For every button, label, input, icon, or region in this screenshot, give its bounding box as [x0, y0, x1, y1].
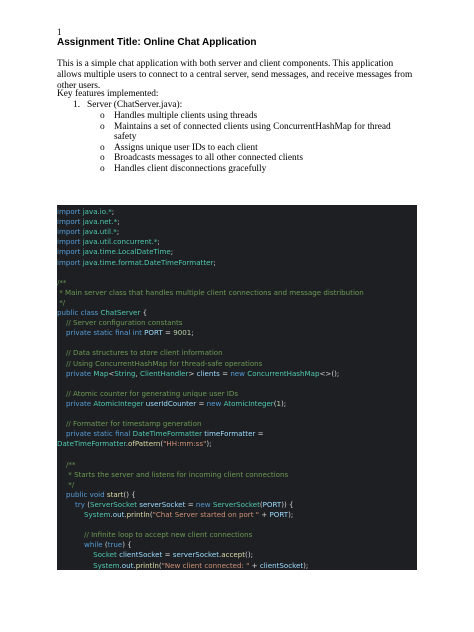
code-token: = — [255, 429, 264, 439]
code-token: import — [57, 247, 83, 257]
code-token: ( — [259, 499, 263, 509]
code-token: AtomicInteger — [223, 398, 274, 408]
code-token: println — [135, 560, 159, 570]
code-token: // Using ConcurrentHashMap for thread-safe operations — [57, 358, 263, 368]
code-token: Socket — [57, 550, 120, 560]
assignment-title: Assignment Title: Online Chat Application — [57, 37, 257, 48]
code-line — [57, 389, 238, 399]
code-token: ConcurrentHashMap — [247, 368, 320, 378]
code-line — [57, 540, 132, 550]
code-token: . — [218, 550, 222, 560]
code-token: ); — [288, 510, 294, 519]
code-line — [57, 419, 201, 429]
code-token: () { — [123, 489, 136, 499]
code-token: java.util.concurrent.* — [82, 237, 158, 247]
code-token: while — [57, 540, 105, 550]
code-token: public class — [57, 308, 101, 317]
code-token: ofPattern — [128, 439, 161, 449]
code-token: = — [185, 499, 196, 509]
code-token: ServerSocket — [212, 499, 260, 509]
feature-text: Handles client disconnections gracefully — [114, 163, 267, 174]
feature-bullet — [100, 143, 410, 154]
code-token: ); — [281, 398, 287, 408]
code-line — [57, 429, 264, 439]
code-token: ; — [213, 257, 216, 267]
code-token: "New client connected: " — [161, 560, 250, 570]
code-token: java.io.* — [82, 207, 112, 216]
code-line — [57, 298, 65, 308]
code-line — [57, 510, 293, 520]
code-token: Map — [93, 368, 109, 378]
code-token: java.net.* — [82, 217, 118, 227]
code-line — [57, 500, 294, 510]
code-token: java.time.LocalDateTime — [82, 247, 171, 257]
code-token: ) { — [122, 540, 132, 550]
code-token: . — [110, 510, 113, 519]
code-token: private static final — [57, 429, 133, 439]
bullet-marker: o — [100, 121, 105, 132]
code-token: private — [57, 398, 94, 408]
code-token: java.time.format.DateTimeFormatter — [82, 257, 214, 267]
code-token: . — [133, 560, 136, 570]
code-line — [57, 308, 147, 318]
code-token: DateTimeFormatter — [132, 429, 205, 439]
code-token: String — [114, 368, 136, 378]
code-token: ; — [191, 328, 194, 338]
code-token: <>(); — [319, 368, 340, 378]
code-line — [57, 278, 66, 288]
code-line — [57, 399, 286, 409]
code-token: true — [107, 540, 123, 550]
code-token: import — [57, 217, 83, 227]
code-token: ( — [87, 499, 90, 509]
code-token: java.util.* — [82, 227, 117, 237]
feature-text: Broadcasts messages to all other connected clients — [114, 153, 304, 164]
code-line — [57, 460, 76, 470]
server-list-item — [73, 100, 182, 110]
feature-text: Handles multiple clients using threads — [114, 111, 258, 121]
code-token: ; — [116, 227, 120, 237]
code-token: import — [57, 237, 83, 247]
code-line — [57, 490, 136, 500]
code-token: ServerSocket — [89, 499, 140, 509]
feature-bullet-list — [100, 111, 410, 175]
code-token: accept — [221, 550, 246, 560]
feature-text: Maintains a set of connected clients using ConcurrentHashMap for thread safety — [114, 121, 391, 143]
code-token: ( — [104, 540, 108, 550]
code-token: try — [57, 499, 88, 509]
code-token: // Server configuration constants — [57, 318, 183, 328]
code-token: + — [259, 510, 270, 519]
code-token: ; — [170, 247, 174, 257]
code-token: userIdCounter — [145, 398, 197, 408]
code-token: System — [57, 510, 111, 519]
bullet-marker: o — [100, 111, 105, 121]
code-token: PORT — [269, 510, 289, 519]
code-line — [57, 550, 253, 560]
code-token: 9001 — [173, 328, 192, 338]
code-token: /** — [57, 459, 76, 469]
code-line — [57, 480, 74, 490]
code-line — [57, 207, 114, 217]
code-token: . — [119, 560, 122, 570]
code-token: clients — [196, 368, 220, 378]
code-token: serverSocket — [172, 550, 219, 560]
server-item-label: Server (ChatServer.java): — [87, 100, 183, 110]
code-token: new — [206, 398, 224, 408]
code-token: // Atomic counter for generating unique user IDs — [57, 388, 239, 398]
code-token: * Main server class that handles multiple client connections and message distribution — [57, 287, 364, 297]
code-token: new — [230, 368, 248, 378]
code-token: clientSocket — [119, 550, 163, 560]
code-token: ClientHandler — [139, 368, 189, 378]
code-token: = — [162, 328, 174, 338]
code-token: private — [57, 368, 94, 378]
code-token: DateTimeFormatter — [57, 439, 126, 449]
code-line — [57, 247, 173, 257]
code-token: ChatServer — [100, 308, 141, 317]
code-token: serverSocket — [139, 499, 186, 509]
code-token: start — [106, 489, 124, 499]
code-screenshot — [57, 205, 417, 570]
code-token: println — [126, 510, 150, 519]
code-token: private static final int — [57, 328, 145, 338]
code-line — [57, 237, 160, 247]
bullet-marker: o — [100, 153, 105, 164]
code-token: /** — [57, 277, 67, 287]
code-token: ( — [160, 439, 164, 449]
code-token: . — [124, 510, 127, 519]
code-line — [57, 530, 252, 540]
code-token: new — [195, 499, 213, 509]
code-token: PORT — [144, 328, 163, 338]
intro-paragraph: This is a simple chat application with both server and client components. This application allows multiple users to connect to a central server, send messages, and receive messages from other users. — [57, 59, 413, 91]
code-token: ( — [273, 398, 277, 408]
code-token: . — [125, 439, 128, 449]
code-token: ; — [111, 207, 115, 216]
code-token: System — [57, 560, 120, 570]
code-line — [57, 288, 364, 298]
code-token: "HH:mm:ss" — [163, 439, 207, 449]
code-token: import — [57, 227, 83, 237]
code-token: < — [108, 368, 115, 378]
code-token: out — [121, 560, 134, 570]
code-token: // Infinite loop to accept new client connections — [57, 530, 253, 540]
code-token: */ — [57, 297, 66, 307]
code-line — [57, 359, 262, 369]
feature-bullet — [100, 122, 410, 143]
code-token: ; — [117, 217, 120, 227]
feature-text: Assigns unique user IDs to each client — [114, 142, 258, 153]
code-token: , — [135, 368, 140, 378]
key-features-label: Key features implemented: — [57, 89, 159, 99]
code-token: = — [162, 550, 173, 560]
bullet-marker: o — [100, 142, 105, 153]
code-token: */ — [57, 479, 75, 489]
code-token: ( — [149, 510, 153, 519]
feature-bullet — [100, 164, 410, 175]
code-token: > — [188, 368, 197, 378]
code-token: ); — [303, 560, 309, 570]
code-line — [57, 470, 288, 480]
code-token: PORT — [262, 499, 282, 509]
code-line — [57, 439, 212, 449]
code-token: timeFormatter — [204, 429, 256, 439]
code-token: = — [219, 368, 231, 378]
code-token: * Starts the server and listens for incoming client connections — [57, 469, 289, 479]
code-token: ; — [157, 237, 160, 247]
feature-bullet — [100, 153, 410, 164]
server-item-number: 1. — [73, 100, 81, 110]
code-token: + — [249, 560, 260, 570]
code-token: import — [57, 207, 83, 216]
code-token: // Formatter for timestamp generation — [57, 419, 202, 429]
code-line — [57, 328, 194, 338]
code-token: )) { — [281, 499, 294, 509]
code-token: AtomicInteger — [93, 398, 146, 408]
code-token: = — [196, 398, 207, 408]
feature-bullet — [100, 111, 410, 122]
code-line — [57, 369, 339, 379]
code-line — [57, 258, 216, 268]
code-token: { — [140, 308, 148, 317]
code-line — [57, 318, 182, 328]
code-line — [57, 217, 120, 227]
code-token: "Chat Server started on port " — [152, 510, 259, 519]
code-token: clientSocket — [259, 560, 304, 570]
code-token: // Data structures to store client information — [57, 348, 223, 358]
bullet-marker: o — [100, 163, 105, 174]
code-token: ( — [158, 560, 162, 570]
code-line — [57, 348, 223, 358]
code-token: 1 — [276, 398, 282, 408]
page-number: 1 — [57, 27, 62, 37]
code-line — [57, 227, 119, 237]
code-token: import — [57, 257, 83, 267]
code-token: (); — [245, 550, 253, 560]
code-line — [57, 561, 308, 571]
code-token: out — [112, 510, 125, 519]
code-token: ); — [206, 439, 212, 449]
code-token: public void — [57, 489, 107, 499]
